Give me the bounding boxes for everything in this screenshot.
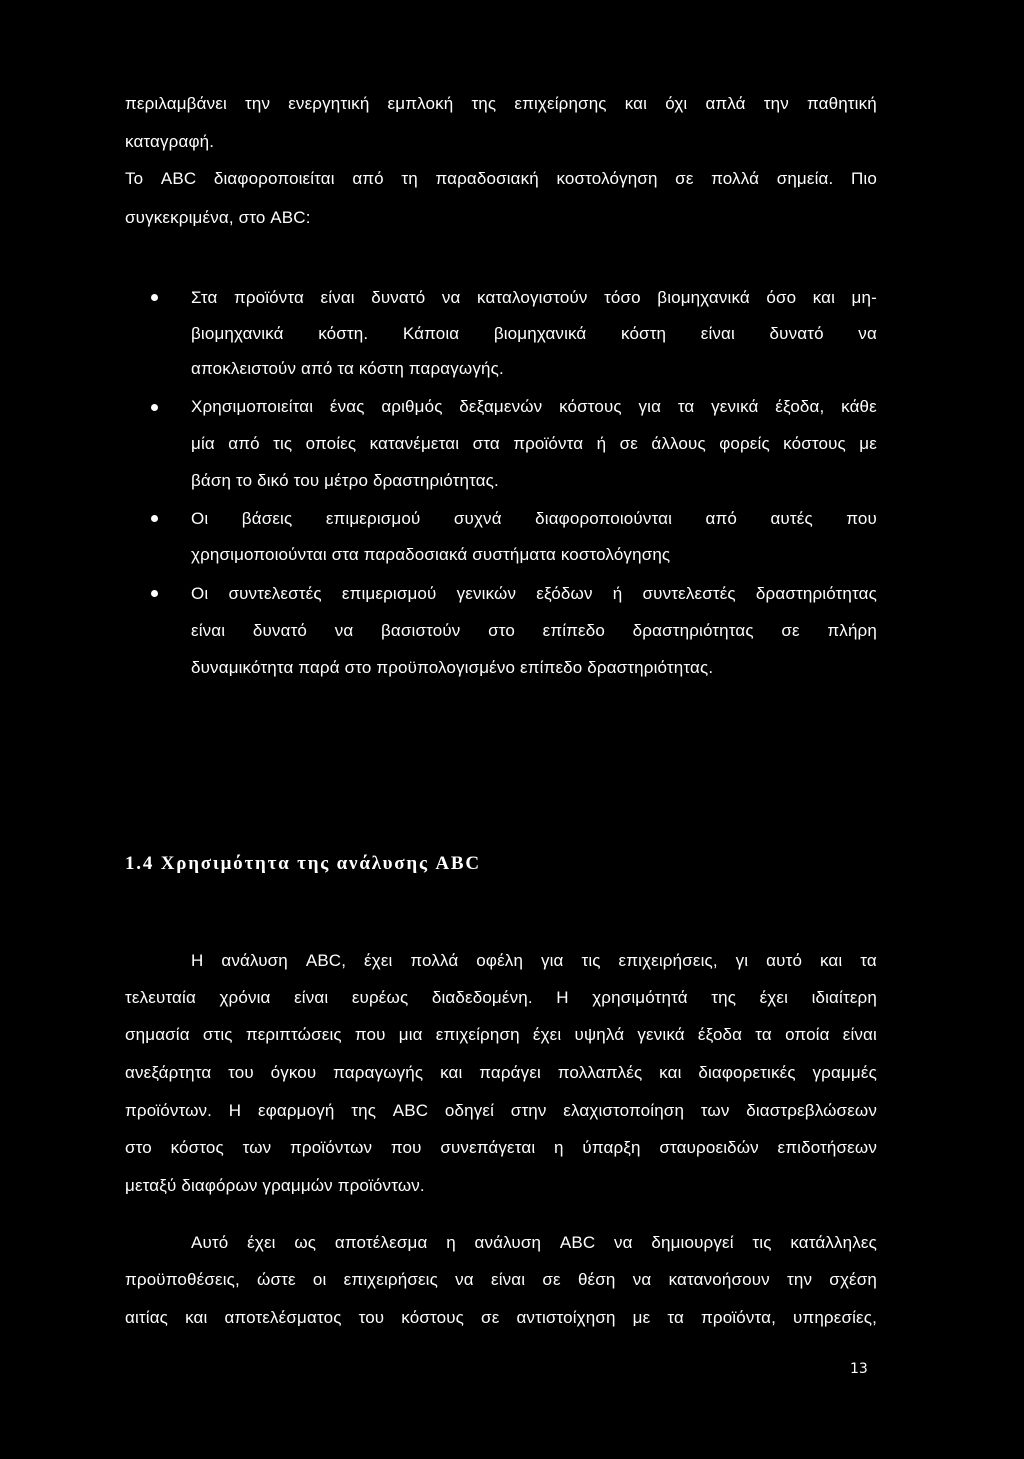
bullet-line: χρησιμοποιούνται στα παραδοσιακά συστήματα κοστολόγησης [191, 545, 671, 564]
paragraph-line: σημασία στις περιπτώσεις που μια επιχείρηση έχει υψηλά γενικά έξοδα τα οποία είναι [125, 1025, 877, 1044]
paragraph-line: αιτίας και αποτελέσματος του κόστους σε αντιστοίχηση με τα προϊόντα, υπηρεσίες, [125, 1308, 877, 1327]
bullet-icon [151, 404, 158, 411]
paragraph-line: στο κόστος των προϊόντων που συνεπάγεται η ύπαρξη σταυροειδών επιδοτήσεων [125, 1138, 877, 1157]
bullet-line: δυναμικότητα παρά στο προϋπολογισμένο επίπεδο δραστηριότητας. [191, 658, 714, 677]
intro-line: περιλαμβάνει την ενεργητική εμπλοκή της επιχείρησης και όχι απλά την παθητική [125, 94, 877, 113]
paragraph-line: τελευταία χρόνια είναι ευρέως διαδεδομένη. Η χρησιμότητά της έχει ιδιαίτερη [125, 988, 877, 1007]
paragraph-line: μεταξύ διαφόρων γραμμών προϊόντων. [125, 1176, 425, 1195]
bullet-line: μία από τις οποίες κατανέμεται στα προϊόντα ή σε άλλους φορείς κόστους με [191, 434, 877, 453]
bullet-line: βάση το δικό του μέτρο δραστηριότητας. [191, 471, 499, 490]
bullet-icon [151, 590, 158, 597]
page-number: 13 [850, 1361, 868, 1377]
bullet-icon [151, 294, 158, 301]
bullet-line: Χρησιμοποιείται ένας αριθμός δεξαμενών κόστους για τα γενικά έξοδα, κάθε [191, 397, 877, 416]
bullet-line: Στα προϊόντα είναι δυνατό να καταλογιστούν τόσο βιομηχανικά όσο και μη- [191, 288, 877, 307]
paragraph-line: Αυτό έχει ως αποτέλεσμα η ανάλυση ABC να δημιουργεί τις κατάλληλες [191, 1233, 877, 1252]
section-heading: 1.4 Χρησιμότητα της ανάλυσης ABC [125, 853, 481, 874]
bullet-line: βιομηχανικά κόστη. Κάποια βιομηχανικά κόστη είναι δυνατό να [191, 324, 877, 343]
paragraph-line: ανεξάρτητα του όγκου παραγωγής και παράγει πολλαπλές και διαφορετικές γραμμές [125, 1063, 877, 1082]
intro-line: συγκεκριμένα, στο ABC: [125, 208, 311, 227]
bullet-line: Οι βάσεις επιμερισμού συχνά διαφοροποιούνται από αυτές που [191, 509, 877, 528]
bullet-line: Οι συντελεστές επιμερισμού γενικών εξόδων ή συντελεστές δραστηριότητας [191, 584, 877, 603]
paragraph-line: προϊόντων. Η εφαρμογή της ABC οδηγεί στην ελαχιστοποίηση των διαστρεβλώσεων [125, 1101, 877, 1120]
intro-line: Το ABC διαφοροποιείται από τη παραδοσιακή κοστολόγηση σε πολλά σημεία. Πιο [125, 169, 877, 188]
paragraph-line: προϋποθέσεις, ώστε οι επιχειρήσεις να είναι σε θέση να κατανοήσουν την σχέση [125, 1270, 877, 1289]
bullet-line: είναι δυνατό να βασιστούν στο επίπεδο δραστηριότητας σε πλήρη [191, 621, 877, 640]
intro-line: καταγραφή. [125, 132, 215, 151]
bullet-line: αποκλειστούν από τα κόστη παραγωγής. [191, 359, 504, 378]
paragraph-line: Η ανάλυση ABC, έχει πολλά οφέλη για τις επιχειρήσεις, γι αυτό και τα [191, 951, 877, 970]
bullet-icon [151, 515, 158, 522]
